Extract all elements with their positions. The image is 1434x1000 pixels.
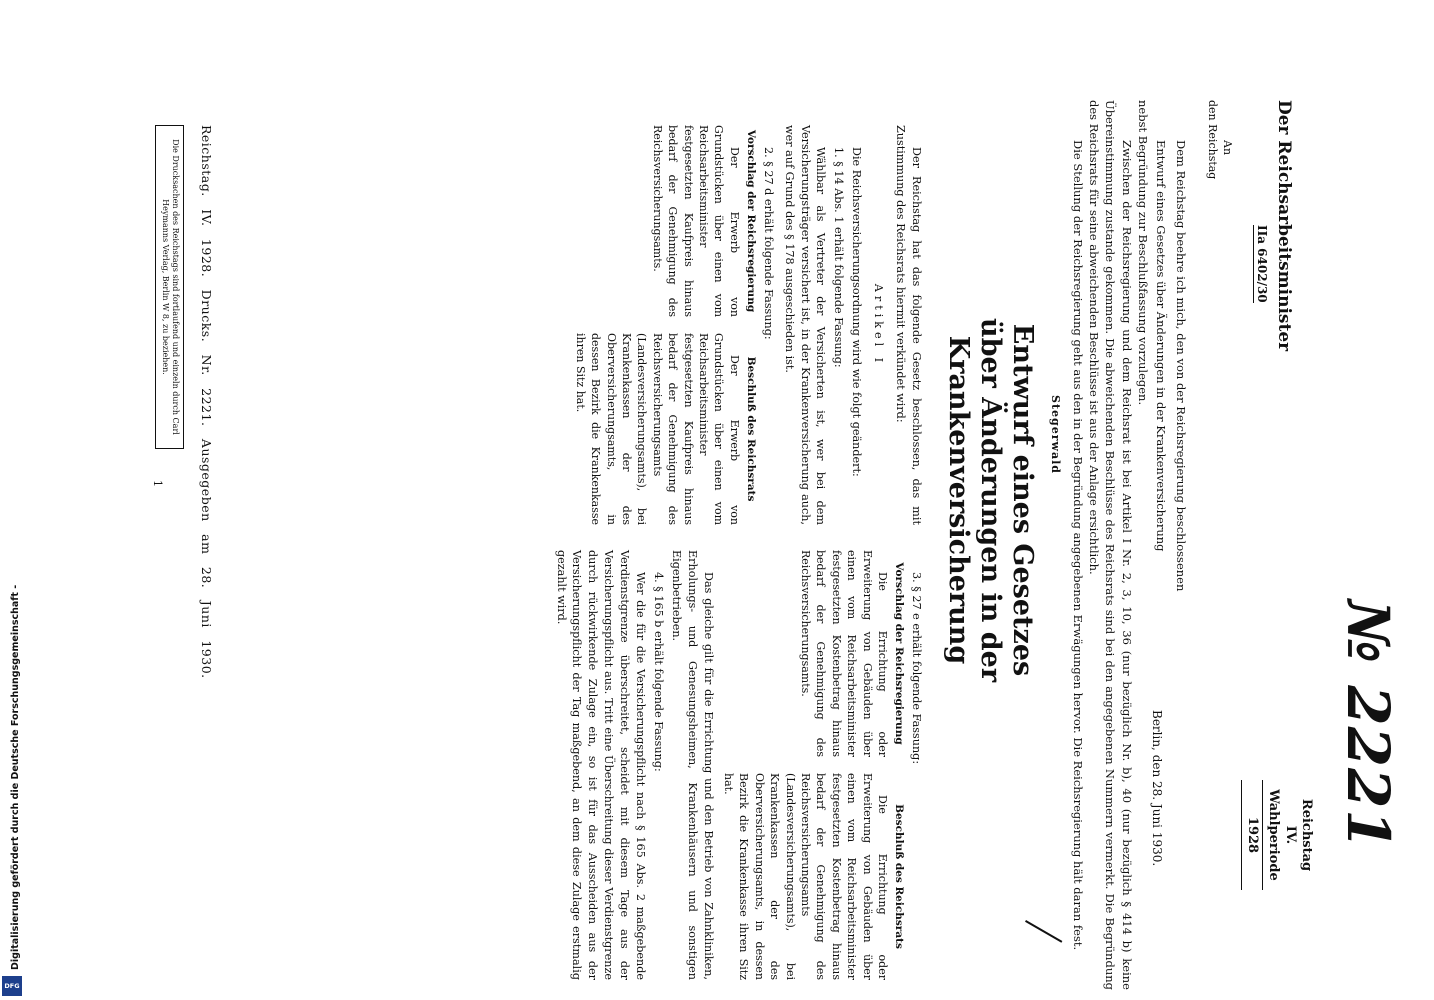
title-line-2: über Änderungen in der Krankenversicherung xyxy=(943,317,1007,683)
right-column xyxy=(551,550,924,980)
printers-notice: Die Drucksachen des Reichstags sind fortlaufend und einzeln durch Carl Heymanns Verlag, Berlin W 8, zu beziehen. xyxy=(155,125,184,449)
item-3-reichsrat xyxy=(721,773,905,980)
address-line-2: den Reichstag xyxy=(1206,100,1220,180)
item-2-comparison xyxy=(572,125,756,525)
item-3-government xyxy=(721,550,905,757)
address-block xyxy=(1204,100,1234,179)
main-title xyxy=(942,150,1038,850)
reichsrat-decision-heading: Beschluß des Reichsrats xyxy=(893,804,906,949)
footer-line: Reichstag. IV. 1928. Drucks. Nr. 2221. Ausgegeben am 28. Juni 1930. xyxy=(199,125,214,679)
government-proposal-heading: Vorschlag der Reichsregierung xyxy=(744,129,757,313)
item-1-heading: 1. § 14 Abs. 1 erhält folgende Fassung: xyxy=(832,147,846,368)
artikel-heading: Artikel I xyxy=(872,283,886,367)
item-4-text: Wer die für die Versicherungspflicht nach § 165 Abs. 2 maßgebende Verdienstgrenze überschreitet, scheidet mit diesem Tage aus der Versicherungspflicht aus. Tritt eine Überschreitung dieser Verdienstgrenze durch rückwirkende Zulage ein, so ist für das Ausscheiden aus der Versicherungspflicht der Tag maßgebend, an dem diese Zulage erstmalig gezahlt wird. xyxy=(554,550,648,980)
reichstag-label: Reichstag xyxy=(1299,798,1314,872)
address-line-1: An xyxy=(1221,140,1234,156)
artikel-intro: Die Reichsversicherungsordnung wird wie folgt geändert: xyxy=(850,147,864,477)
government-proposal-text: Der Erwerb von Grundstücken über einen vom Reichsarbeitsminister festgesetzten Kaufpreis hinaus bedarf der Genehmigung des Reichsversicherungsamts. xyxy=(650,125,741,317)
dfg-credit: Digitalisierung gefördert durch die Deutsche Forschungsgemeinschaft - xyxy=(10,584,21,970)
item-4-heading: 4. § 165 b erhält folgende Fassung: xyxy=(651,572,665,772)
year-label: 1928 xyxy=(1245,816,1261,854)
intro-paragraph xyxy=(1069,100,1151,990)
margin-pen-stroke xyxy=(1025,920,1062,942)
item-2-reichsrat xyxy=(572,333,756,525)
enactment-clause: Der Reichstag hat das folgende Gesetz beschlossen, das mit Zustimmung des Reichsrats hiermit verkündet wird: xyxy=(894,125,923,525)
reichsrat-decision-text: Die Errichtung oder Erweiterung von Gebäuden über einen vom Reichsarbeitsminister festgesetzten Kostenbetrag hinaus bedarf der Genehmigung des Reichsversicherungsamts (Landesversicherungsamts), bei Krankenkassen der des Oberversicherungsamts, in dessen Bezirk die Krankenkasse ihren Sitz hat. xyxy=(722,773,889,980)
item-1-text: Wählbar als Vertreter der Versicherten ist, wer bei dem Versicherungsträger versichert ist, in der Krankenversicherung auch, wer auf Grund des § 178 ausgeschieden ist. xyxy=(782,125,828,525)
signature: Stegerwald xyxy=(1049,395,1062,474)
digitization-sidebar xyxy=(0,0,24,1000)
reichstag-header xyxy=(1239,780,1314,890)
intro-line-4: Zwischen der Reichsregierung und dem Reichsrat ist bei Artikel I Nr. 2, 3, 10, 36 (nur bezüglich Nr. b), 40 (nur bezüglich § 414 b) keine Übereinstimmung zustande gekommen. Die abweichenden Beschlüsse des Reichsrats sind bei den angegebenen Nummern vermerkt. Die Begründung des Reichsrats für seine abweichenden Beschlüsse ist aus der Anlage ersichtlich. xyxy=(1087,100,1134,990)
item-3-heading: 3. § 27 e erhält folgende Fassung: xyxy=(910,572,923,765)
wahlperiode-label: IV. Wahlperiode xyxy=(1266,789,1298,881)
title-line-1: Entwurf eines Gesetzes xyxy=(1007,323,1038,677)
government-proposal-heading: Vorschlag der Reichsregierung xyxy=(893,562,906,745)
item-3-comparison xyxy=(721,550,905,980)
intro-line-3: nebst Begründung zur Beschlußfassung vorzulegen. xyxy=(1136,100,1150,406)
government-proposal-text: Die Errichtung oder Erweiterung von Gebäuden über einen vom Reichsarbeitsminister festgesetzten Kostenbetrag hinaus bedarf der Genehmigung des Reichsversicherungsamts. xyxy=(799,550,889,757)
left-column xyxy=(572,125,924,525)
ministry-title: Der Reichsarbeitsminister xyxy=(1274,100,1294,352)
item-2-government xyxy=(572,125,756,317)
document-number: № 2221 xyxy=(1334,600,1402,851)
intro-line-2: Entwurf eines Gesetzes über Änderungen in der Krankenversicherung xyxy=(1154,140,1168,552)
place-date: Berlin, den 28. Juni 1930. xyxy=(1150,710,1164,867)
dfg-logo-icon: DFG xyxy=(2,976,22,996)
ministry-reference: IIa 6402/30 xyxy=(1255,225,1269,303)
header-rule xyxy=(1262,780,1263,890)
page-number: 1 xyxy=(151,480,164,487)
reichsrat-decision-heading: Beschluß des Reichsrats xyxy=(744,356,757,502)
item-2-heading: 2. § 27 d erhält folgende Fassung: xyxy=(761,147,775,340)
same-applies-text: Das gleiche gilt für die Errichtung und den Betrieb von Zahnkliniken, Erholungs- und Genesungsheimen, Krankenhäusern und sonstigen Eigenbetrieben. xyxy=(669,550,715,980)
intro-line-5: Die Stellung der Reichsregierung geht aus den in der Begründung angegebenen Erwägungen hervor. Die Reichsregierung hält daran fest. xyxy=(1070,140,1085,951)
reichsrat-decision-text: Der Erwerb von Grundstücken über einen vom Reichsarbeitsminister festgesetzten Kaufpreis hinaus bedarf der Genehmigung des Reichsversicherungsamts (Landesversicherungsamts), bei Krankenkassen der des Oberversicherungsamts, in dessen Bezirk die Krankenkasse ihren Sitz hat. xyxy=(573,333,741,525)
intro-line-1: Dem Reichstag beehre ich mich, den von der Reichsregierung beschlossenen xyxy=(1174,140,1188,592)
header-rule-bottom xyxy=(1241,780,1242,890)
